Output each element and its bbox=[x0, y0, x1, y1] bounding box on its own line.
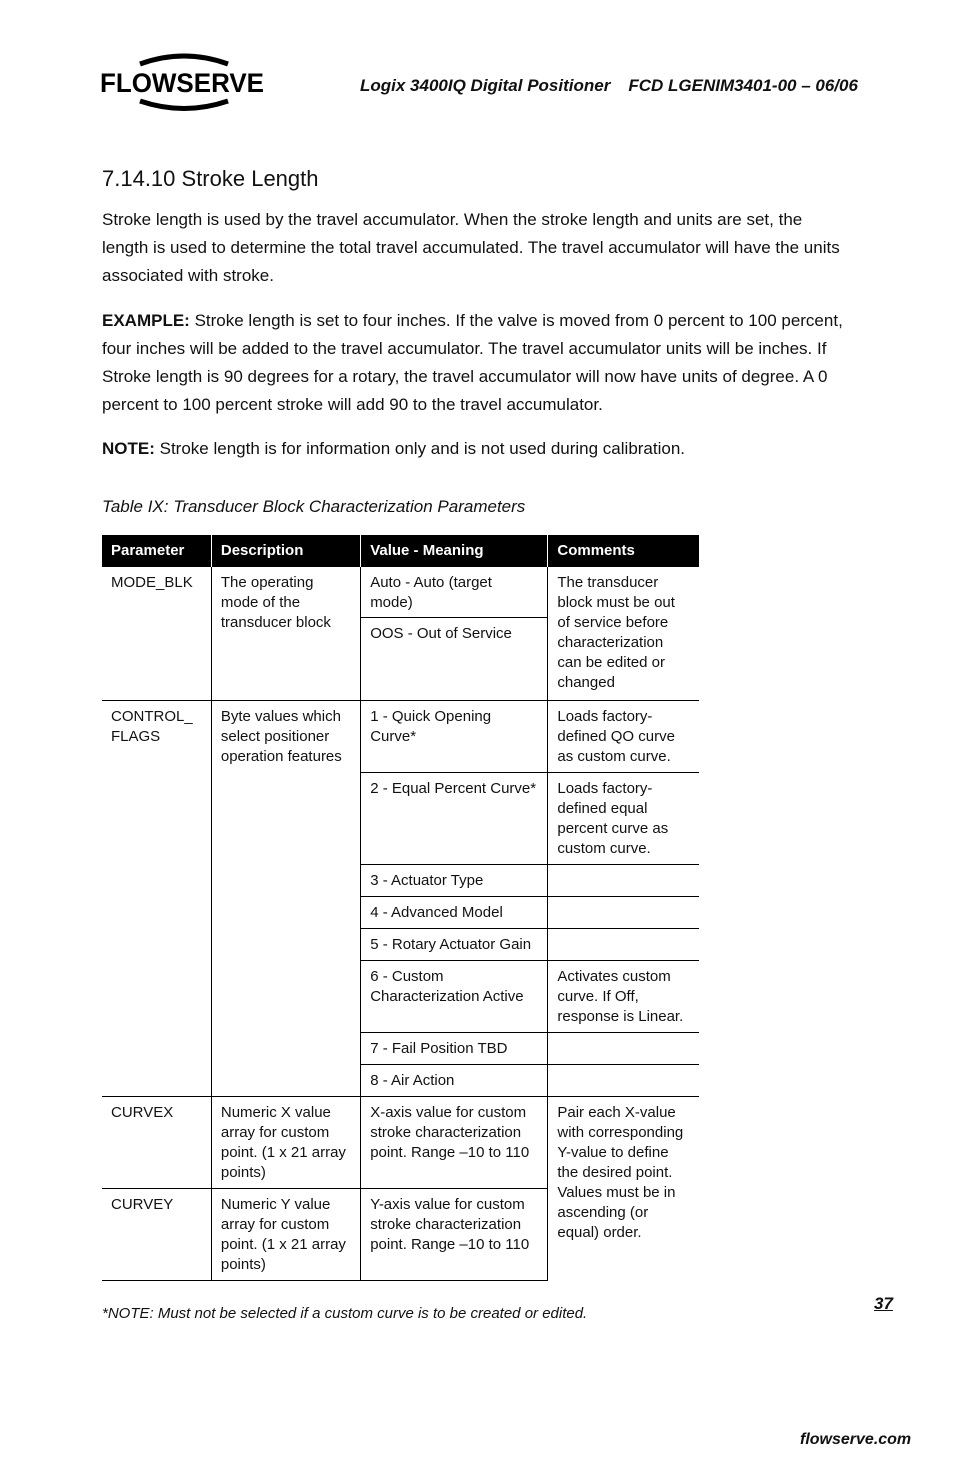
table-row bbox=[102, 567, 699, 618]
characterization-parameters-table bbox=[102, 535, 699, 1281]
header-title bbox=[360, 76, 860, 96]
description-cell: The operating mode of the transducer block bbox=[211, 567, 360, 701]
value-cell: 6 - Custom Characterization Active bbox=[361, 961, 548, 1033]
intro-paragraph: Stroke length is used by the travel accumulator. When the stroke length and units are set, the length is used to determine the total travel accumulated. The travel accumulator will have the units associated with stroke. bbox=[102, 210, 840, 285]
value-cell: 3 - Actuator Type bbox=[361, 865, 548, 897]
description-cell: Numeric X value array for custom point. (1 x 21 array points) bbox=[211, 1097, 360, 1189]
value-cell: OOS - Out of Service bbox=[361, 618, 548, 701]
table-caption: Table IX: Transducer Block Characterization Parameters bbox=[102, 497, 526, 516]
header-value-meaning: Value - Meaning bbox=[361, 535, 548, 567]
value-cell: Auto - Auto (target mode) bbox=[361, 567, 548, 618]
value-cell: Y-axis value for custom stroke characterization point. Range –10 to 110 bbox=[361, 1189, 548, 1281]
table-footnote: *NOTE: Must not be selected if a custom curve is to be created or edited. bbox=[102, 1305, 588, 1322]
parameter-cell: CURVEY bbox=[102, 1189, 211, 1281]
value-cell: X-axis value for custom stroke characterization point. Range –10 to 110 bbox=[361, 1097, 548, 1189]
example-text: Stroke length is set to four inches. If the valve is moved from 0 percent to 100 percent, four inches will be added to the travel accumulator. The travel accumulator units will be inches. If Stroke length is 90 degrees for a rotary, the travel accumulator will now have units of degree. A 0 percent to 100 percent stroke will add 90 to the travel accumulator. bbox=[102, 311, 843, 414]
comment-cell bbox=[548, 929, 699, 961]
note-label: NOTE: bbox=[102, 439, 155, 458]
value-cell: 5 - Rotary Actuator Gain bbox=[361, 929, 548, 961]
header-description: Description bbox=[211, 535, 360, 567]
description-cell: Byte values which select positioner operation features bbox=[211, 701, 360, 1097]
value-cell: 8 - Air Action bbox=[361, 1065, 548, 1097]
comment-cell: Loads factory-defined equal percent curve as custom curve. bbox=[548, 773, 699, 865]
document-code: FCD LGENIM3401-00 – 06/06 bbox=[628, 76, 858, 95]
header-parameter: Parameter bbox=[102, 535, 211, 567]
svg-text:FLOWSERVE: FLOWSERVE bbox=[100, 68, 264, 98]
note-text: Stroke length is for information only and is not used during calibration. bbox=[154, 439, 686, 458]
comment-cell: The transducer block must be out of service before characterization can be edited or changed bbox=[548, 567, 699, 701]
parameter-cell: MODE_BLK bbox=[102, 567, 211, 701]
header-comments: Comments bbox=[548, 535, 699, 567]
website-url: flowserve.com bbox=[800, 1431, 912, 1448]
comment-cell: Loads factory-defined QO curve as custom curve. bbox=[548, 701, 699, 773]
table-row bbox=[102, 1097, 699, 1189]
comment-cell bbox=[548, 1065, 699, 1097]
value-cell: 2 - Equal Percent Curve* bbox=[361, 773, 548, 865]
note-paragraph bbox=[102, 435, 847, 463]
table-header-row bbox=[102, 535, 699, 567]
comment-cell bbox=[548, 897, 699, 929]
parameter-cell: CURVEX bbox=[102, 1097, 211, 1189]
product-name: Logix 3400IQ Digital Positioner bbox=[360, 76, 611, 95]
value-cell: 7 - Fail Position TBD bbox=[361, 1033, 548, 1065]
description-cell: Numeric Y value array for custom point. (1 x 21 array points) bbox=[211, 1189, 360, 1281]
comment-cell bbox=[548, 1033, 699, 1065]
example-paragraph bbox=[102, 307, 847, 419]
parameter-cell: CONTROL_ FLAGS bbox=[102, 701, 211, 1097]
flowserve-logo bbox=[100, 52, 268, 116]
value-cell: 1 - Quick Opening Curve* bbox=[361, 701, 548, 773]
page-number: 37 bbox=[874, 1294, 893, 1313]
comment-cell: Activates custom curve. If Off, response is Linear. bbox=[548, 961, 699, 1033]
comment-cell: Pair each X-value with corresponding Y-value to define the desired point. Values must be in ascending (or equal) order. bbox=[548, 1097, 699, 1281]
example-label: EXAMPLE: bbox=[102, 311, 190, 330]
value-cell: 4 - Advanced Model bbox=[361, 897, 548, 929]
section-heading: 7.14.10 Stroke Length bbox=[102, 166, 319, 191]
comment-cell bbox=[548, 865, 699, 897]
table-row bbox=[102, 701, 699, 773]
